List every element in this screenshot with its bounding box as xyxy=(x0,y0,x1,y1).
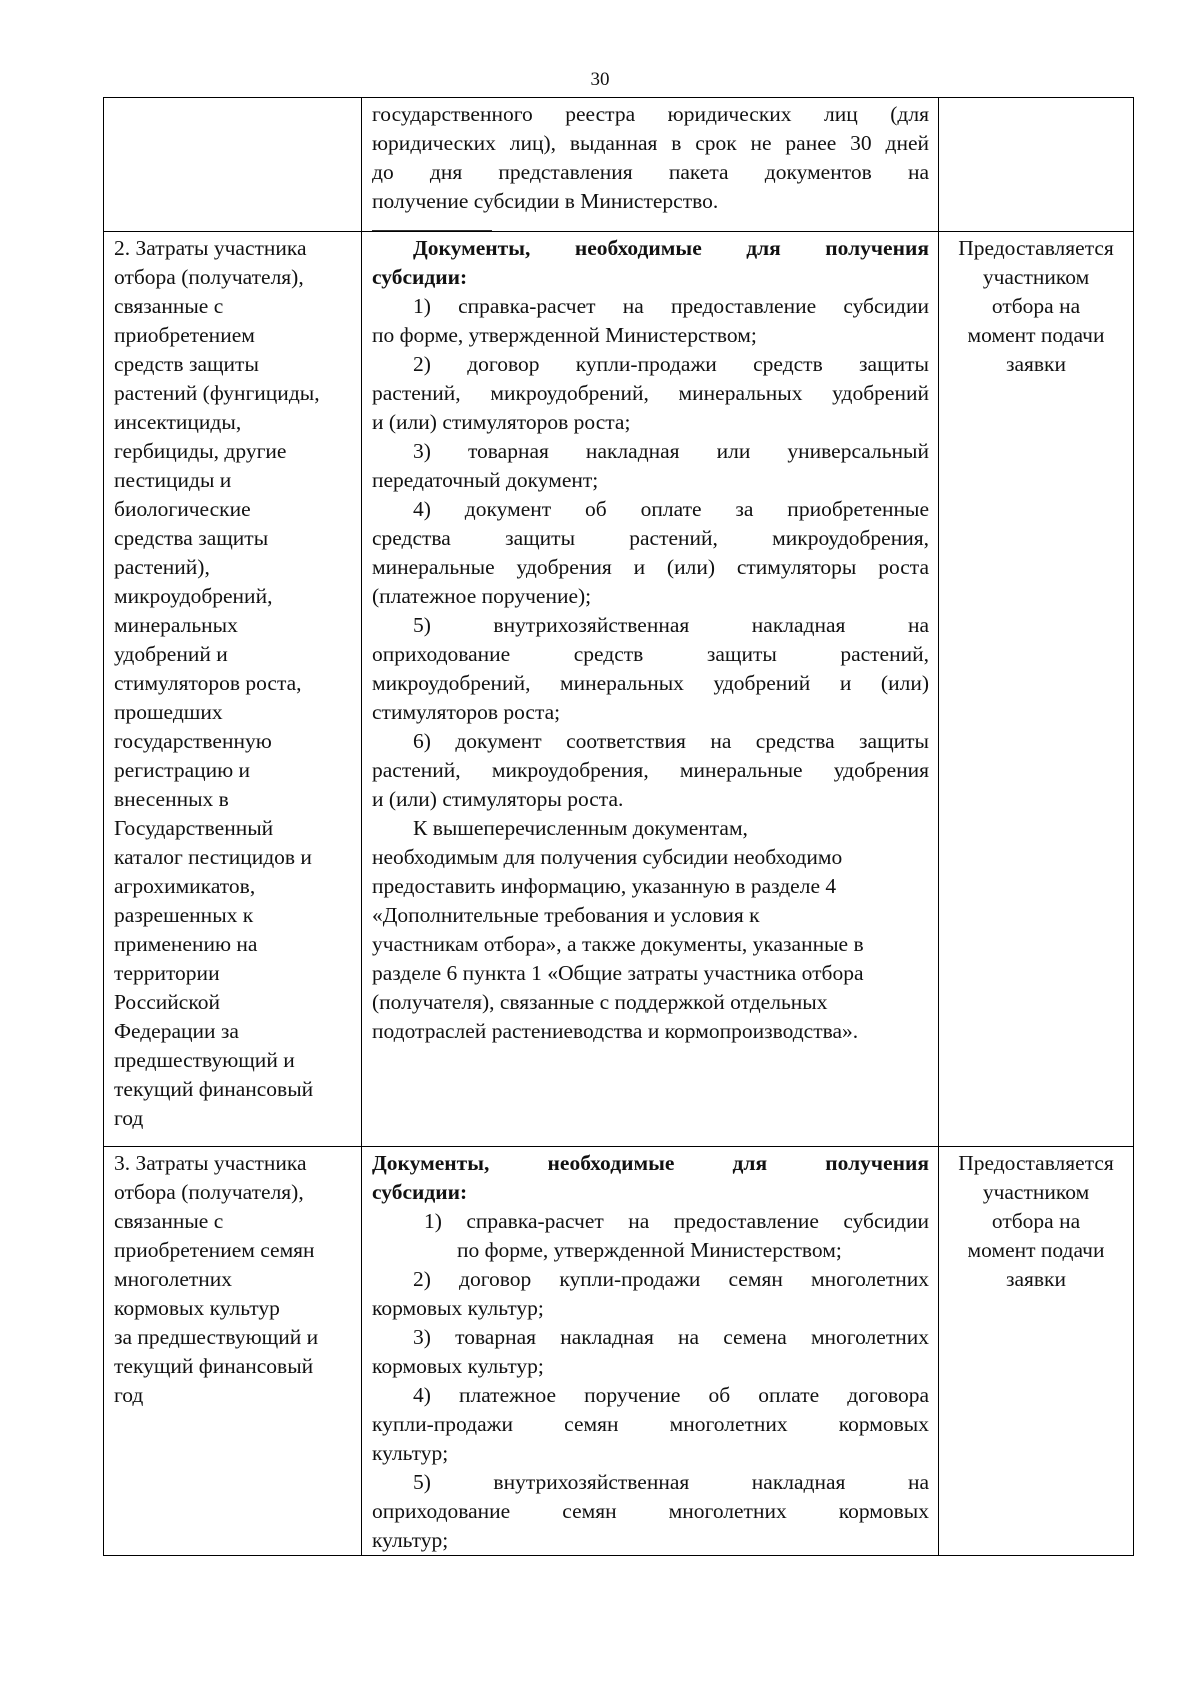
row3-provider-cell xyxy=(939,1147,1134,1556)
row3-criteria-line: за предшествующий и xyxy=(114,1325,319,1349)
row2-item-last-line: стимуляторов роста; xyxy=(372,700,561,724)
row3-criteria-line: текущий финансовый xyxy=(114,1354,314,1378)
row2-criteria-line: государственную xyxy=(114,729,272,753)
row2-criteria-line: микроудобрений, xyxy=(114,584,273,608)
row2-criteria-line: приобретением xyxy=(114,323,255,347)
row3-item-last-line: культур; xyxy=(372,1528,449,1552)
row2-note-line: (получателя), связанные с поддержкой отдельных xyxy=(372,990,828,1014)
row2-criteria-line: агрохимикатов, xyxy=(114,874,256,898)
row2-provider-cell xyxy=(939,232,1134,1147)
row2-criteria-line: отбора (получателя), xyxy=(114,265,304,289)
row3-criteria-line: кормовых культур xyxy=(114,1296,280,1320)
row2-criteria-line: каталог пестицидов и xyxy=(114,845,312,869)
row2-item-first-line: 2) договор купли-продажи средств защиты xyxy=(413,352,929,376)
row2-item-last-line: (платежное поручение); xyxy=(372,584,592,608)
row2-criteria-line: средства защиты xyxy=(114,526,269,550)
row2-note-line: подотраслей растениеводства и кормопроизводства». xyxy=(372,1019,859,1043)
row2-criteria-line: средств защиты xyxy=(114,352,259,376)
row2-criteria-line: разрешенных к xyxy=(114,903,254,927)
page-number: 30 xyxy=(590,69,610,90)
row2-criteria-line: растений), xyxy=(114,555,210,579)
row2-note-line: необходимым для получения субсидии необходимо xyxy=(372,845,843,869)
row3-criteria-text xyxy=(114,1149,355,1410)
row0-criteria-cell xyxy=(104,98,362,232)
row2-note-line: «Дополнительные требования и условия к xyxy=(372,903,760,927)
row2-note-line: разделе 6 пункта 1 «Общие затраты участника отбора xyxy=(372,961,864,985)
row2-item-first-line: 5) внутрихозяйственная накладная на xyxy=(413,613,929,637)
row2-item-last-line: по форме, утвержденной Министерством; xyxy=(372,323,757,347)
row2-criteria-line: связанные с xyxy=(114,294,224,318)
row3-heading: Документы, необходимые для получения xyxy=(372,1151,929,1175)
row3-criteria-line: связанные с xyxy=(114,1209,224,1233)
row2-note-line: К вышеперечисленным документам, xyxy=(413,816,748,840)
row2-criteria-line: год xyxy=(114,1106,144,1130)
row2-heading: Документы, необходимые для получения xyxy=(413,236,929,260)
row3-provider-line: участником xyxy=(982,1180,1090,1204)
row3-provider-line: заявки xyxy=(1005,1267,1067,1291)
row3-item-first-line: 4) платежное поручение об оплате договора xyxy=(413,1383,929,1407)
row2-item-first-line: 1) справка-расчет на предоставление субсидии xyxy=(413,294,929,318)
row2-note xyxy=(372,814,929,1046)
row2-criteria-cell xyxy=(104,232,362,1147)
row2-criteria-line: территории xyxy=(114,961,220,985)
row2-document-list xyxy=(372,292,929,814)
row0-documents-cell xyxy=(362,98,939,232)
row2-criteria-line: прошедших xyxy=(114,700,223,724)
row2-provider-line: Предоставляется xyxy=(958,236,1114,260)
row2-criteria-line: инсектициды, xyxy=(114,410,242,434)
row2-item-last-line: передаточный документ; xyxy=(372,468,599,492)
row2-criteria-text xyxy=(114,234,355,1133)
row2-item-line: минеральные удобрения и (или) стимуляторы роста xyxy=(372,555,929,579)
row3-provider-line: момент подачи xyxy=(967,1238,1105,1262)
row2-item-line: растений, микроудобрений, минеральных удобрений xyxy=(372,381,929,405)
row2-criteria-line: пестициды и xyxy=(114,468,232,492)
row2-criteria-line: стимуляторов роста, xyxy=(114,671,302,695)
row2-item-line: оприходование средств защиты растений, xyxy=(372,642,929,666)
row3-item1-last: по форме, утвержденной Министерством; xyxy=(457,1238,842,1262)
row3-documents-cell xyxy=(362,1147,939,1556)
row3-item-first-line: 2) договор купли-продажи семян многолетних xyxy=(413,1267,929,1291)
row2-provider-line: момент подачи xyxy=(967,323,1105,347)
row2-criteria-line: регистрацию и xyxy=(114,758,251,782)
row2-criteria-line: предшествующий и xyxy=(114,1048,295,1072)
row2-item-first-line: 3) товарная накладная или универсальный xyxy=(413,439,929,463)
row2-item-last-line: и (или) стимуляторы роста. xyxy=(372,787,624,811)
row3-item-first-line: 5) внутрихозяйственная накладная на xyxy=(413,1470,929,1494)
row2-criteria-line: текущий финансовый xyxy=(114,1077,314,1101)
row3-item1-first: 1) справка-расчет на предоставление субсидии xyxy=(424,1209,929,1233)
table-row-3 xyxy=(104,1147,1134,1556)
row3-provider-line: Предоставляется xyxy=(958,1151,1114,1175)
row2-provider-line: заявки xyxy=(1005,352,1067,376)
row0-text-line: получение субсидии в Министерство. xyxy=(372,189,719,213)
row3-criteria-line: приобретением семян xyxy=(114,1238,315,1262)
row0-text-line: юридических лиц), выданная в срок не ранее 30 дней xyxy=(372,131,929,155)
row3-heading-cont: субсидии: xyxy=(372,1180,468,1204)
row3-item-last-line: кормовых культур; xyxy=(372,1296,544,1320)
table-row-continuation xyxy=(104,98,1134,232)
row3-criteria-line: 3. Затраты участника xyxy=(114,1151,307,1175)
row3-item-last-line: кормовых культур; xyxy=(372,1354,544,1378)
row3-item-last-line: культур; xyxy=(372,1441,449,1465)
row3-item-line: купли-продажи семян многолетних кормовых xyxy=(372,1412,929,1436)
row2-provider-text xyxy=(943,234,1129,379)
row3-criteria-line: год xyxy=(114,1383,144,1407)
row2-documents-cell xyxy=(362,232,939,1147)
row2-criteria-line: Российской xyxy=(114,990,220,1014)
row3-provider-line: отбора на xyxy=(991,1209,1081,1233)
row2-criteria-line: минеральных xyxy=(114,613,238,637)
row2-item-first-line: 4) документ об оплате за приобретенные xyxy=(413,497,929,521)
row2-criteria-line: гербициды, другие xyxy=(114,439,287,463)
row2-criteria-line: удобрений и xyxy=(114,642,228,666)
row2-provider-line: отбора на xyxy=(991,294,1081,318)
row2-item-line: средства защиты растений, микроудобрения, xyxy=(372,526,929,550)
row2-provider-line: участником xyxy=(982,265,1090,289)
row2-item-first-line: 6) документ соответствия на средства защиты xyxy=(413,729,929,753)
row2-note-line: участникам отбора», а также документы, указанные в xyxy=(372,932,864,956)
documents-table xyxy=(103,97,1134,1556)
row2-heading-cont: субсидии: xyxy=(372,265,468,289)
row2-criteria-line: применению на xyxy=(114,932,258,956)
row3-criteria-line: многолетних xyxy=(114,1267,233,1291)
row2-criteria-line: биологические xyxy=(114,497,251,521)
row2-item-line: растений, микроудобрения, минеральные удобрения xyxy=(372,758,929,782)
row2-item-last-line: и (или) стимуляторов роста; xyxy=(372,410,631,434)
row2-criteria-line: 2. Затраты участника xyxy=(114,236,307,260)
row0-provider-cell xyxy=(939,98,1134,232)
row3-item-first-line: 3) товарная накладная на семена многолетних xyxy=(413,1325,929,1349)
row0-text-line: государственного реестра юридических лиц (для xyxy=(372,102,929,126)
row2-item-line: микроудобрений, минеральных удобрений и (или) xyxy=(372,671,929,695)
row3-criteria-line: отбора (получателя), xyxy=(114,1180,304,1204)
row3-provider-text xyxy=(943,1149,1129,1294)
row2-note-line: предоставить информацию, указанную в разделе 4 xyxy=(372,874,837,898)
row3-item-line: оприходование семян многолетних кормовых xyxy=(372,1499,929,1523)
row2-criteria-line: внесенных в xyxy=(114,787,229,811)
row2-criteria-line: растений (фунгициды, xyxy=(114,381,320,405)
row3-criteria-cell xyxy=(104,1147,362,1556)
table-row-2 xyxy=(104,232,1134,1147)
row2-criteria-line: Государственный xyxy=(114,816,274,840)
row0-text-line: до дня представления пакета документов на xyxy=(372,160,929,184)
row3-document-list xyxy=(372,1265,929,1555)
row2-criteria-line: Федерации за xyxy=(114,1019,239,1043)
